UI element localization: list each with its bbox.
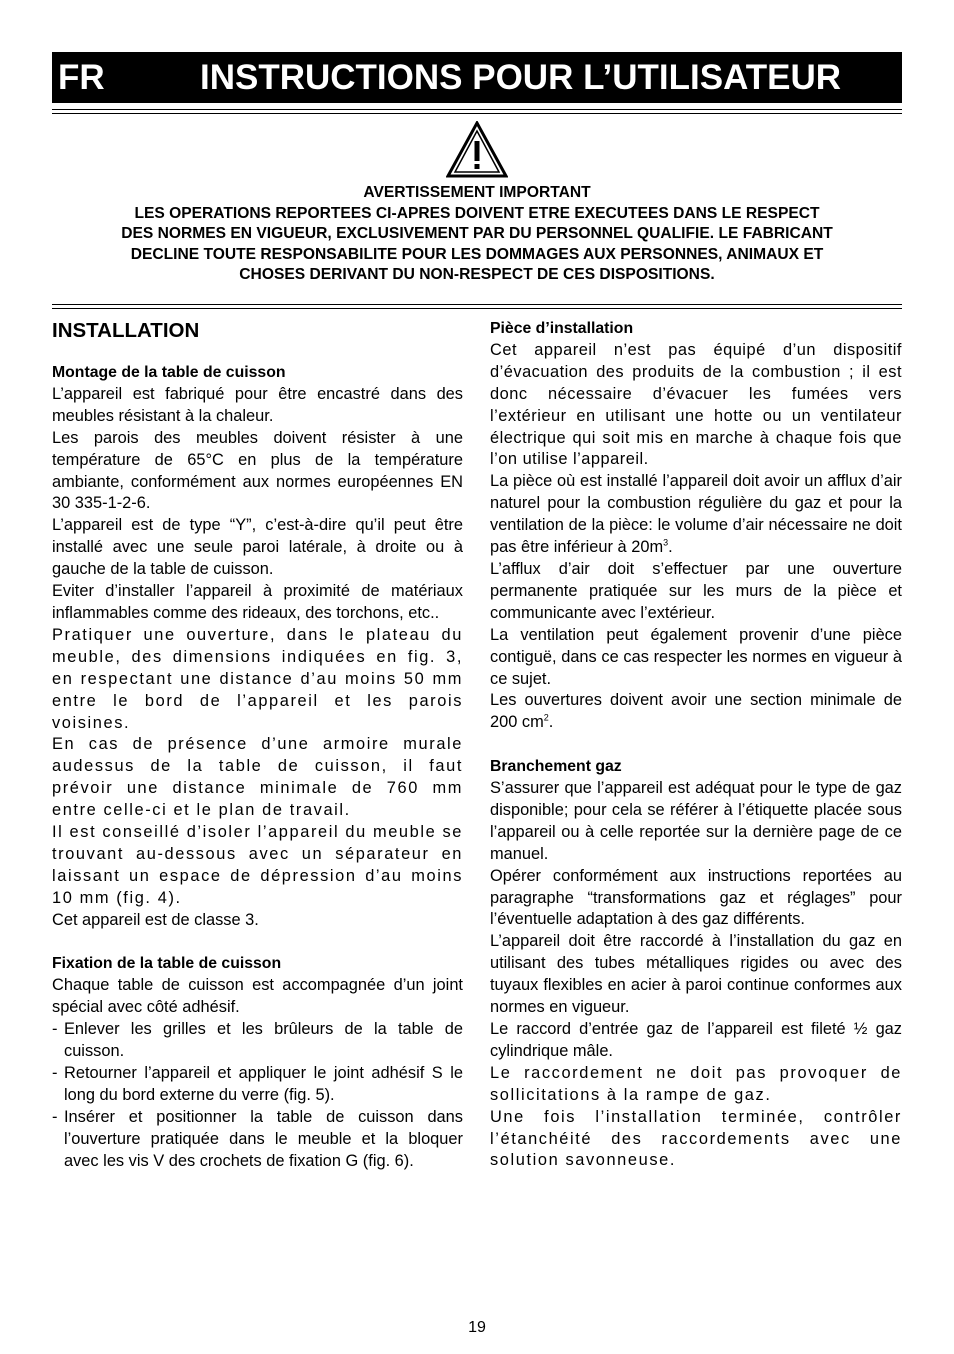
page-header: [52, 52, 902, 103]
subheading-piece: Pièce d’installation: [490, 320, 634, 337]
paragraph: Cet appareil n’est pas équipé d’un dispositif d’évacuation des produits de la combustion ; il est donc nécessaire d’évacuer les fumées vers l’extérieur en utilisant une hotte ou un ventilateur électrique qui soit mis en marche à chaque fois que l’on utilise l’appareil.: [490, 340, 902, 469]
paragraph: Les parois des meubles doivent résister à une température de 65°C en plus de la température ambiante, conformément aux normes européennes EN 30 335-1-2-6.: [52, 428, 463, 513]
subheading-branchement-gaz: Branchement gaz: [490, 758, 622, 776]
paragraph: En cas de présence d’une armoire murale audessus de la table de cuisson, il faut prévoir une distance minimale de 760 mm entre celle-ci et le plan de travail.: [52, 735, 463, 820]
paragraph: Pratiquer une ouverture, dans le plateau du meuble, des dimensions indiquées en fig. 3, en respectant une distance d’au moins 50 mm entre le bord de l’appareil et les parois voisines.: [52, 625, 463, 732]
paragraph: Le raccordement ne doit pas provoquer de sollicitations à la rampe de gaz.: [490, 1063, 902, 1104]
page-title: INSTRUCTIONS POUR L’UTILISATEUR: [200, 58, 842, 97]
paragraph: Il est conseillé d’isoler l’appareil du meuble se trouvant au-dessous avec un séparateur en laissant un espace de dépression d’au moins 10 mm (fig. 4).: [52, 823, 463, 907]
right-column: [490, 318, 902, 1172]
language-code: FR: [58, 58, 105, 97]
subheading-montage: Montage de la table de cuisson: [52, 364, 286, 381]
paragraph: S’assurer que l’appareil est adéquat pour le type de gaz disponible; pour cela se référer à l’étiquette placée sous l’appareil ou à celle reportée sur la dernière page de ce manuel.: [490, 779, 902, 863]
section-rule-top: [52, 304, 902, 305]
paragraph: Une fois l’installation terminée, contrôler l’étanchéité des raccordements avec une solution savonneuse.: [490, 1107, 902, 1170]
warning-triangle-icon: [446, 121, 508, 178]
paragraph: L’afflux d’air doit s’effectuer par une ouverture permanente pratiquée sur les murs de la pièce et communicante avec l’extérieur.: [490, 559, 902, 622]
section-rule-bottom: [52, 308, 902, 309]
paragraph: La ventilation peut également provenir d’une pièce contiguë, dans ce cas respecter les normes en vigueur à ce sujet.: [490, 625, 902, 688]
paragraph: La pièce où est installé l’appareil doit avoir un afflux d’air naturel pour la combustion régulière du gaz et pour la ventilation de la pièce: le volume d’air nécessaire ne doit pas être inférieur à $20m^3$.: [490, 472, 902, 557]
paragraph: Eviter d’installer l’appareil à proximité de matériaux inflammables comme des rideaux, des torchons, etc..: [52, 582, 463, 622]
paragraph: L’appareil est de type “Y”, c’est-à-dire qu’il peut être installé avec une seule paroi latérale, à droite ou à gauche de la table de cuisson.: [52, 516, 463, 579]
paragraph: L’appareil est fabriqué pour être encastré dans des meubles résistant à la chaleur.: [52, 384, 463, 425]
list-item: - Insérer et positionner la table de cuisson dans l’ouverture pratiquée dans le meuble et la bloquer avec les vis V des crochets de fixation G (fig. 6).: [52, 1107, 463, 1170]
subheading-fixation: Fixation de la table de cuisson: [52, 955, 282, 973]
header-rule-top: [52, 109, 902, 110]
paragraph: Les ouvertures doivent avoir une section minimale de 200 $cm^2$.: [490, 691, 902, 732]
paragraph: L’appareil doit être raccordé à l’installation du gaz en utilisant des tubes métalliques rigides ou avec des tuyaux flexibles en acier à paroi continue conformes aux normes en vigueur.: [490, 932, 902, 1017]
warning-line: DES NORMES EN VIGUEUR, EXCLUSIVEMENT PAR DU PERSONNEL QUALIFIE. LE FABRICANT: [121, 225, 833, 243]
paragraph: Cet appareil est de classe 3.: [52, 910, 259, 929]
important-warning: [52, 183, 902, 286]
header-rule-bottom: [52, 113, 902, 114]
warning-title: AVERTISSEMENT IMPORTANT: [363, 184, 591, 201]
paragraph: Chaque table de cuisson est accompagnée d’un joint spécial avec côté adhésif.: [52, 976, 463, 1017]
warning-line: LES OPERATIONS REPORTEES CI-APRES DOIVENT ETRE EXECUTEES DANS LE RESPECT: [134, 204, 820, 222]
list-item: - Enlever les grilles et les brûleurs de la table de cuisson.: [52, 1020, 463, 1061]
section-heading-installation: INSTALLATION: [52, 319, 200, 342]
paragraph: Le raccord d’entrée gaz de l’appareil est fileté ½ gaz cylindrique mâle.: [490, 1019, 902, 1060]
warning-line: CHOSES DERIVANT DU NON-RESPECT DE CES DISPOSITIONS.: [239, 266, 715, 284]
list-item: - Retourner l’appareil et appliquer le joint adhésif S le long du bord externe du verre (fig. 5).: [52, 1063, 463, 1104]
warning-line: DECLINE TOUTE RESPONSABILITE POUR LES DOMMAGES AUX PERSONNES, ANIMAUX ET: [130, 245, 824, 263]
left-column: [52, 318, 463, 1173]
page-number: 19: [468, 1319, 486, 1336]
paragraph: Opérer conformément aux instructions reportées au paragraphe “transformations gaz et réglages” pour l’éventuelle adaptation à des gaz différents.: [490, 866, 902, 929]
